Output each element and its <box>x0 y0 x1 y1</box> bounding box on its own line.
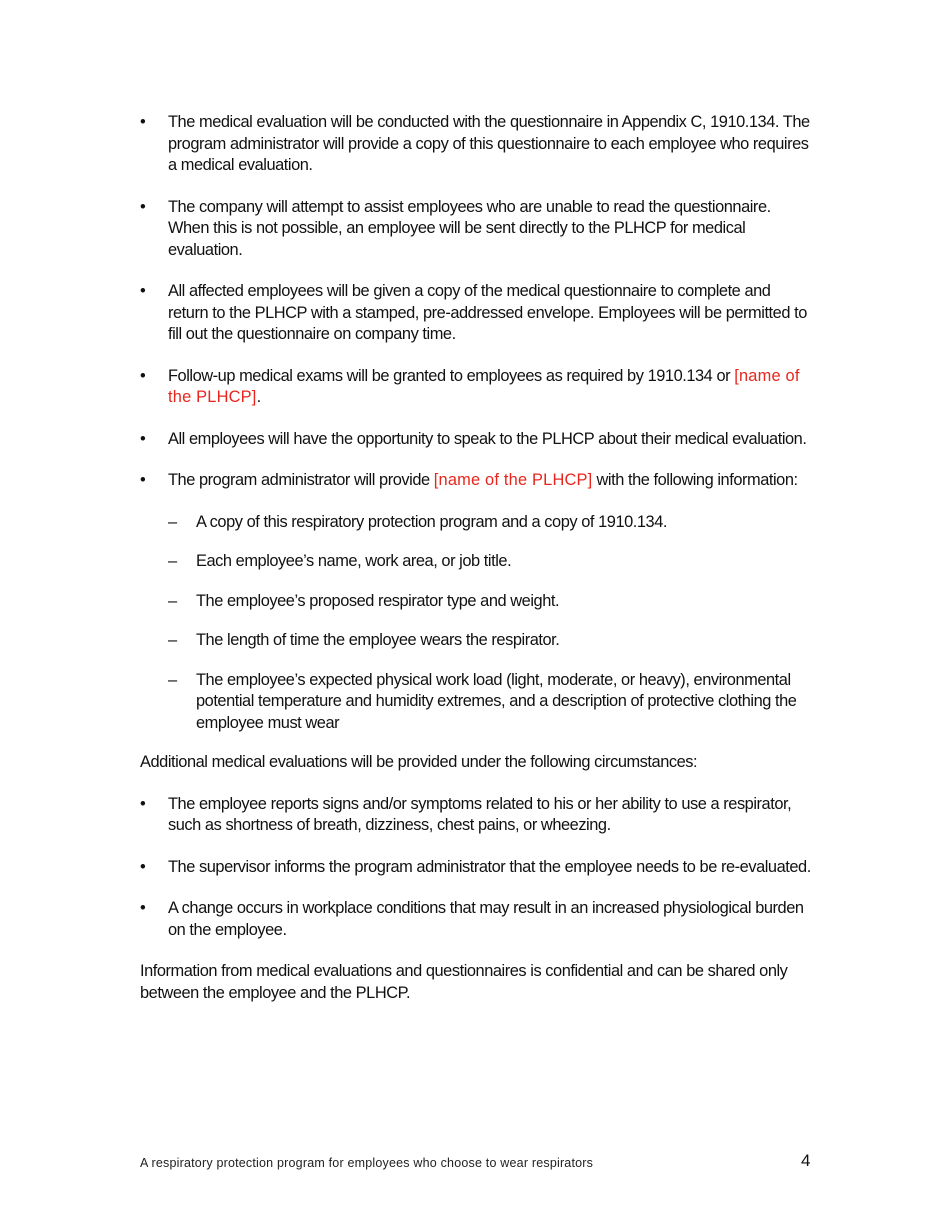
bullet-text: All employees will have the opportunity to speak to the PLHCP about their medical evaluation. <box>168 429 807 448</box>
bullet-text: The employee reports signs and/or symptoms related to his or her ability to use a respirator, such as shortness of breath, dizziness, chest pains, or wheezing. <box>168 794 792 834</box>
bullet-item <box>140 794 812 837</box>
bullet-text-pre: The program administrator will provide <box>168 471 434 489</box>
plhcp-placeholder: [name of the PLHCP] <box>433 471 593 489</box>
bullet-item <box>140 281 812 346</box>
bullet-item <box>140 197 812 262</box>
dash-item <box>140 512 812 534</box>
bullet-item <box>140 429 812 451</box>
dash-item <box>140 591 812 613</box>
bullet-text <box>168 367 800 407</box>
bullet-item <box>140 112 812 177</box>
footer-title: A respiratory protection program for employees who choose to wear respirators <box>140 1156 594 1170</box>
bullet-marker: • <box>140 471 146 489</box>
bullet-marker: • <box>140 429 146 448</box>
bullet-marker: • <box>140 282 146 300</box>
dash-marker: – <box>168 552 177 570</box>
page-number: 4 <box>801 1151 811 1170</box>
bullet-text: A change occurs in workplace conditions that may result in an increased physiological burden on the employee. <box>168 899 804 939</box>
bullet-text: All affected employees will be given a copy of the medical questionnaire to complete and return to the PLHCP with a stamped, pre-addressed envelope. Employees will be permitted to fill out the questionnaire on company time. <box>168 282 807 343</box>
bullet-text: The supervisor informs the program administrator that the employee needs to be re-evaluated. <box>168 857 811 876</box>
dash-text: The employee’s expected physical work load (light, moderate, or heavy), environmental potential temperature and humidity extremes, and a description of protective clothing the employee must wear <box>196 670 797 732</box>
bullet-text: The company will attempt to assist employees who are unable to read the questionnaire. When this is not possible, an employee will be sent directly to the PLHCP for medical evaluation. <box>168 197 771 259</box>
bullet-marker: • <box>140 197 146 216</box>
bullet-marker: • <box>140 899 146 917</box>
bullet-item <box>140 898 812 941</box>
plhcp-placeholder: [name of the PLHCP] <box>168 366 800 406</box>
dash-text: Each employee’s name, work area, or job title. <box>196 552 512 570</box>
bullet-text: The medical evaluation will be conducted with the questionnaire in Appendix C, 1910.134. The program administrator will provide a copy of this questionnaire to each employee who requires a medical evaluation. <box>168 113 810 174</box>
page-content <box>140 112 812 1024</box>
bullet-item <box>140 366 812 409</box>
bullet-marker: • <box>140 857 146 876</box>
dash-item <box>140 670 812 735</box>
dash-text: The length of time the employee wears the respirator. <box>196 631 560 649</box>
bullet-marker: • <box>140 366 146 385</box>
dash-item <box>140 630 812 652</box>
bullet-item <box>140 857 812 879</box>
dash-marker: – <box>168 591 177 610</box>
bullet-marker: • <box>140 794 146 813</box>
confidentiality-note: Information from medical evaluations and questionnaires is confidential and can be shared only between the employee and the PLHCP. <box>140 962 788 1002</box>
dash-marker: – <box>168 512 177 531</box>
dash-marker: – <box>168 631 177 649</box>
bullet-marker: • <box>140 113 146 131</box>
additional-evaluations-intro: Additional medical evaluations will be provided under the following circumstances: <box>140 753 698 771</box>
bullet-text-post: . <box>256 388 261 406</box>
bullet-text <box>168 471 798 489</box>
dash-text: The employee’s proposed respirator type and weight. <box>196 591 560 610</box>
dash-marker: – <box>168 670 177 689</box>
bullet-item <box>140 470 812 492</box>
dash-item <box>140 551 812 573</box>
dash-text: A copy of this respiratory protection program and a copy of 1910.134. <box>196 512 667 531</box>
bullet-text-post: with the following information: <box>592 471 798 489</box>
bullet-text-pre: Follow-up medical exams will be granted to employees as required by 1910.134 or <box>168 366 735 385</box>
